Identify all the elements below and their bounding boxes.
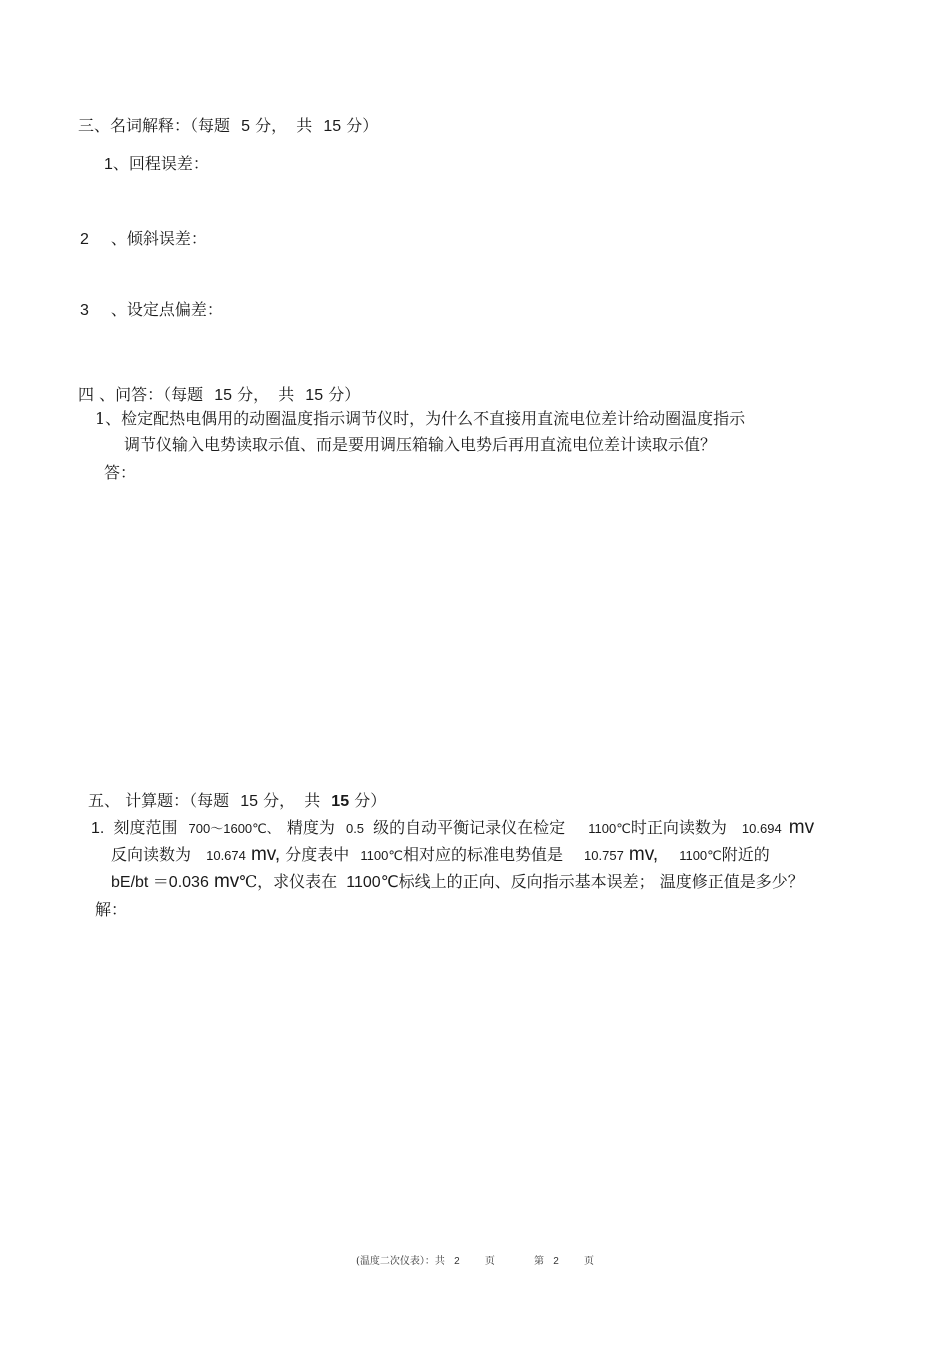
total-label: 共 xyxy=(304,791,321,810)
temperature-value: 1100℃ xyxy=(360,848,403,863)
fen-text: 分， xyxy=(263,791,296,810)
text: ℃，求仪表在 xyxy=(239,872,338,891)
total-label: 共 xyxy=(296,116,313,135)
section5-heading xyxy=(88,791,386,812)
fen-text: 分， xyxy=(237,385,270,404)
text: 相对应的标准电势值是 xyxy=(402,845,563,864)
term-item-1 xyxy=(104,154,209,175)
footer-text: 页 xyxy=(484,1256,495,1267)
tail-text: 分） xyxy=(346,116,379,135)
reverse-reading: 10.674 xyxy=(206,848,246,863)
heading-text: 四 、问答：（每题 xyxy=(78,385,204,404)
problem-5-1-line1 xyxy=(91,818,814,839)
total-pages: 2 xyxy=(454,1256,460,1267)
unit: mv xyxy=(213,871,240,892)
item-number: 2 xyxy=(80,231,89,248)
section4-heading xyxy=(78,385,360,406)
total-label: 共 xyxy=(278,385,295,404)
text: 刻度范围 xyxy=(113,818,178,837)
page-footer xyxy=(356,1256,594,1268)
text: 精度为 xyxy=(286,818,335,837)
problem-5-1-line3 xyxy=(111,872,804,893)
item-number: 1、 xyxy=(104,156,129,173)
problem-5-1-line2 xyxy=(111,845,770,866)
unit: mv xyxy=(788,817,815,838)
tail-text: 分） xyxy=(328,385,361,404)
text: 分度表中 xyxy=(285,845,350,864)
total-value: 15 xyxy=(323,118,342,135)
term-item-3 xyxy=(80,300,223,321)
points-value: 5 xyxy=(241,118,251,135)
item-number: 3 xyxy=(80,302,89,319)
item-label: 回程误差： xyxy=(128,154,209,173)
section3-heading xyxy=(78,116,378,137)
problem-number: 1. xyxy=(91,820,105,837)
footer-text: 页 xyxy=(583,1256,594,1267)
fen-text: 分， xyxy=(255,116,288,135)
grade-value: 0.5 xyxy=(345,821,365,836)
temperature-value: 1100℃ xyxy=(346,874,399,891)
current-page: 2 xyxy=(553,1256,559,1267)
heading-text: 五、 计算题：（每题 xyxy=(88,791,230,810)
solution-label: 解： xyxy=(95,900,128,919)
text: 时正向读数为 xyxy=(630,818,727,837)
total-value: 15 xyxy=(331,793,350,810)
total-value: 15 xyxy=(305,387,324,404)
answer-label: 答： xyxy=(104,463,137,482)
points-value: 15 xyxy=(214,387,232,404)
tail-text: 分） xyxy=(354,791,387,810)
heading-text: 三、名词解释：（每题 xyxy=(78,116,231,135)
text: 反向读数为 xyxy=(111,845,192,864)
points-value: 15 xyxy=(240,793,258,810)
temperature-value: 1100℃ xyxy=(679,848,722,863)
range-value: 700～1600℃、 xyxy=(188,821,280,836)
footer-text: 第 xyxy=(534,1256,545,1267)
term-item-2 xyxy=(80,229,207,250)
temperature-value: 1100℃ xyxy=(588,821,631,836)
text: 附近的 xyxy=(721,845,770,864)
text: 标线上的正向、反向指示基本误差； 温度修正值是多少？ xyxy=(398,872,804,891)
question-4-1-line2: 调节仪输入电势读取示值、而是要用调压箱输入电势后再用直流电位差计读取示值？ xyxy=(124,435,717,454)
text: 级的自动平衡记录仪在检定 xyxy=(373,818,566,837)
question-4-1-line1: 1、检定配热电偶用的动圈温度指示调节仪时，为什么不直接用直流电位差计给动圈温度指示 xyxy=(95,409,746,428)
standard-emf: 10.757 xyxy=(584,848,624,863)
footer-text: (温度二次仪表）：共 xyxy=(356,1256,445,1267)
item-label: 、倾斜误差： xyxy=(110,229,207,248)
ratio-value: bE/bt ＝0.036 xyxy=(111,874,209,891)
unit: mv, xyxy=(628,844,659,865)
forward-reading: 10.694 xyxy=(741,821,782,836)
unit: mv, xyxy=(250,844,281,865)
item-label: 、设定点偏差： xyxy=(110,300,223,319)
